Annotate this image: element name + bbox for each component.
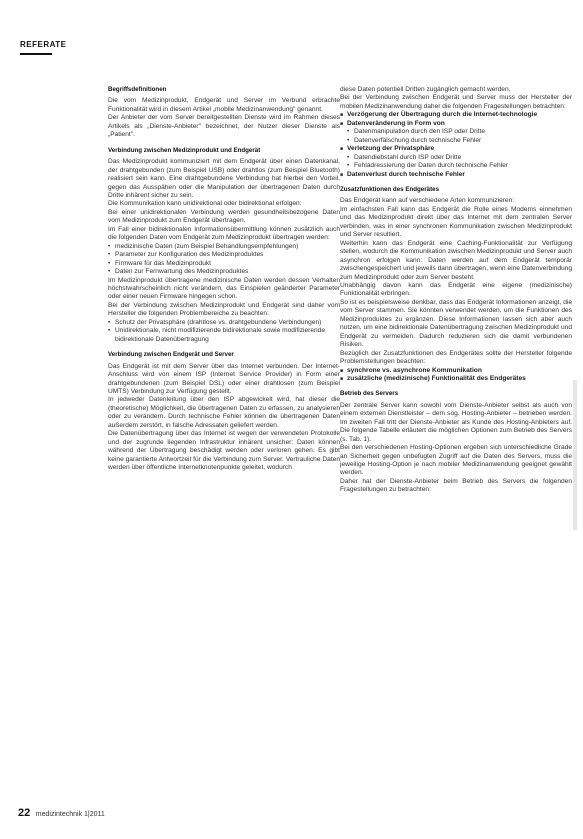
- paragraph: Im Fall einer bidirektionalen Informationsübermittlung können zusätzlich auch die folgenden Daten vom Endgerät zum Medizinprodukt übertragen werden:: [108, 225, 340, 242]
- list-item: • Unidirektionale, nicht modifizierende bidirektionale sowie modifizierende bidirektionale Datenübertragung: [108, 327, 340, 344]
- list-item: ■ Verletzung der Privatsphäre: [340, 145, 572, 153]
- paragraph: Bei der Verbindung zwischen Medizinprodukt und Endgerät sind daher vom Hersteller die folgenden Problembereiche zu beachten:: [108, 301, 340, 318]
- list-item: • Parameter zur Konfiguration des Medizinproduktes: [108, 251, 340, 259]
- sub-bullet-list: [340, 128, 572, 145]
- list-item: • medizinische Daten (zum Beispiel Behandlungsempfehlungen): [108, 243, 340, 251]
- paragraph: Das Endgerät ist mit dem Server über das Internet verbunden. Der Internet-Anschluss wird von einem ISP (Internet Service Provider) in Form einer drahtgebundenen (zum Beispiel DSL) oder einer drahtlosen (zum Beispiel UMTS) Verbindung zur Verfügung gestellt.: [108, 362, 340, 395]
- list-item: ■ zusätzliche (medizinische) Funktionalität des Endgerätes: [340, 375, 572, 383]
- paragraph: Daher hat der Dienste-Anbieter beim Betrieb des Servers die folgenden Fragestellungen zu betrachten:: [340, 477, 572, 494]
- list-item: ■ Verzögerung der Übertragung durch die Internet-technologie: [340, 111, 572, 119]
- page-number: 22: [18, 807, 31, 819]
- paragraph: Die Datenübertragung über das Internet ist wegen der verwendeten Protokolle und der zugrunde liegenden Infrastruktur inhärent unsicher: Daten können während der Übertragung beschädigt werden oder verloren gehen. Es gibt keine garantierte Antwortzeit für die Verbindung zum Server. Vertrauliche Daten werden über öffentliche Internetknotenpunkte geleitet, wodurch: [108, 430, 340, 472]
- list-item: • Daten zur Fernwartung des Medizinproduktes: [108, 268, 340, 276]
- heading-server-operation: Betrieb des Servers: [340, 390, 399, 398]
- list-item: • Firmware für das Medizinprodukt: [108, 260, 340, 268]
- page-footer: [18, 807, 105, 819]
- paragraph: Bei einer unidirektionalen Verbindung werden gesundheitsbezogene Daten vom Medizinprodukt zum Endgerät übertragen.: [108, 208, 340, 225]
- paragraph: Im einfachsten Fall kann das Endgerät die Rolle eines Modems einnehmen und das Medizinprodukt direkt über das Internet mit dem zentralen Server verbinden, was in einer synchronen Kommunikation zwischen Medizinprodukt und Server resultiert.: [340, 205, 572, 239]
- page-edge-shade: [573, 380, 577, 530]
- paragraph: Bezüglich der Zusatzfunktionen des Endgerätes sollte der Hersteller folgende Problemstellungen beachten:: [340, 349, 572, 366]
- list-item: ■ Datenveränderung in Form von: [340, 120, 572, 128]
- heading-connection-device: Verbindung zwischen Medizinprodukt und Endgerät: [108, 146, 261, 154]
- paragraph: Das Medizinprodukt kommuniziert mit dem Endgerät über einen Datenkanal, der drahtgebunden (zum Beispiel USB) oder drahtlos (zum Beispiel Bluetooth) realisiert sein kann. Eine drahtgebundene Verbindung hat hierbei den Vorteil, gegen das Ausspähen oder die Manipulation der übertragenen Daten durch Dritte inhärent sicher zu sein.: [108, 158, 340, 199]
- paragraph: Im Medizinprodukt übertragene medizinische Daten werden dessen Verhalten höchstwahrscheinlich nicht verändern, das Einspielen geänderter Parameter oder einer neuen Firmware hingegen schon.: [108, 276, 340, 301]
- paragraph: In jedweder Datenleitung über den ISP abgewickelt wird, hat dieser die (theoretische) Möglichkeit, die übertragenen Daten zu erfassen, zu analysieren oder zu verändern. Durch technische Fehler können die übertragenen Daten außerdem zerstört, in falsche Adressaten geliefert werden.: [108, 396, 340, 429]
- paragraph: Der zentrale Server kann sowohl vom Dienste-Anbieter selbst als auch von einem externen Dienstleister – dem sog. Hosting-Anbieter – betrieben werden. Im zweiten Fall tritt der Dienste-Anbieter als Kunde des Hosting-Anbieters auf. Die folgende Tabelle erläutert die möglichen Optionen zum Betrieb des Servers (s. Tab. 1).: [340, 401, 572, 443]
- paragraph: Bei der Verbindung zwischen Endgerät und Server muss der Hersteller der mobilen Medizinanwendung daher die folgenden Fragestellungen betrachten:: [340, 94, 572, 110]
- left-column: [108, 86, 340, 472]
- list-item: ■ Datenverlust durch technische Fehler: [340, 171, 572, 179]
- paragraph: Die vom Medizinprodukt, Endgerät und Server im Verbund erbrachte Funktionalität wird in diesem Artikel „mobile Medizinanwendung" genannt.: [108, 97, 340, 113]
- section-header: REFERATE: [20, 40, 67, 49]
- bullet-list: [340, 111, 572, 128]
- heading-additional-functions: Zusatzfunktionen des Endgerätes: [340, 185, 440, 193]
- paragraph: Unabhängig davon kann das Endgerät eine eigene (medizinische) Funktionalität erbringen.: [340, 281, 572, 298]
- list-item: • Schutz der Privatsphäre (drahtlose vs. drahtgebundene Verbindungen): [108, 319, 340, 327]
- heading-connection-server: Verbindung zwischen Endgerät und Server: [108, 351, 234, 359]
- bullet-list: [340, 367, 572, 384]
- right-column: [340, 86, 572, 495]
- paragraph: diese Daten potentiell Dritten zugänglich gemacht werden.: [340, 86, 511, 93]
- bullet-list: [108, 319, 340, 344]
- sub-list-item: • Datendiebstahl durch ISP oder Dritte: [340, 154, 572, 162]
- paragraph: So ist es beispielsweise denkbar, dass das Endgerät Informationen anzeigt, die vom Server stammen. Sie könnten verwendet werden, um die Funktionen des Medizinproduktes zu ergänzen. Diese Informationen lassen sich aber auch nutzen, um eine bidirektionale Datenübertragung zwischen Medizinprodukt und Endgerät zu vermeiden. Dadurch reduzieren sich die damit verbundenen Risiken.: [340, 298, 572, 349]
- paragraph: Der Anbieter der vom Server bereitgestellten Dienste wird im Rahmen dieses Artikels als „Dienste-Anbieter" bezeichnet, der Nutzer dieser Dienste als „Patient".: [108, 114, 340, 139]
- paragraph: Weiterhin kann das Endgerät eine Caching-Funktionalität zur Verfügung stellen, wodurch die Kommunikation zwischen Medizinprodukt und Server auch asynchron erfolgen kann: Daten werden auf dem Endgerät temporär zwischengespeichert und jeweils dann übertragen, wenn eine Datenverbindung zum Medizinprodukt oder zum Server besteht.: [340, 239, 572, 281]
- magazine-name: medizintechnik 1|2011: [35, 811, 105, 818]
- heading-definitions: Begriffsdefinitionen: [108, 86, 167, 93]
- bullet-list: [340, 171, 572, 179]
- bullet-list: [340, 145, 572, 153]
- list-item: ■ synchrone vs. asynchrone Kommunikation: [340, 367, 572, 375]
- sub-list-item: • Datenverfälschung durch technische Fehler: [340, 137, 572, 145]
- section-rule: [20, 53, 52, 55]
- sub-bullet-list: [340, 154, 572, 171]
- paragraph: Das Endgerät kann auf verschiedene Arten kommunizieren:: [340, 197, 515, 205]
- sub-list-item: • Datenmanipulation durch den ISP oder Dritte: [340, 128, 572, 136]
- sub-list-item: • Fehladressierung der Daten durch technische Fehler: [340, 162, 572, 170]
- paragraph: Die Kommunikation kann unidirektional oder bidirektional erfolgen:: [108, 200, 302, 208]
- bullet-list: [108, 243, 340, 277]
- paragraph: Bei den verschiedenen Hosting-Optionen ergeben sich unterschiedliche Grade an Sicherheit gegen unbefugten Zugriff auf die Daten des Servers, muss die jeweilige Hosting-Option je nach mobiler Medizinanwendung geeignet gewählt werden.: [340, 444, 572, 477]
